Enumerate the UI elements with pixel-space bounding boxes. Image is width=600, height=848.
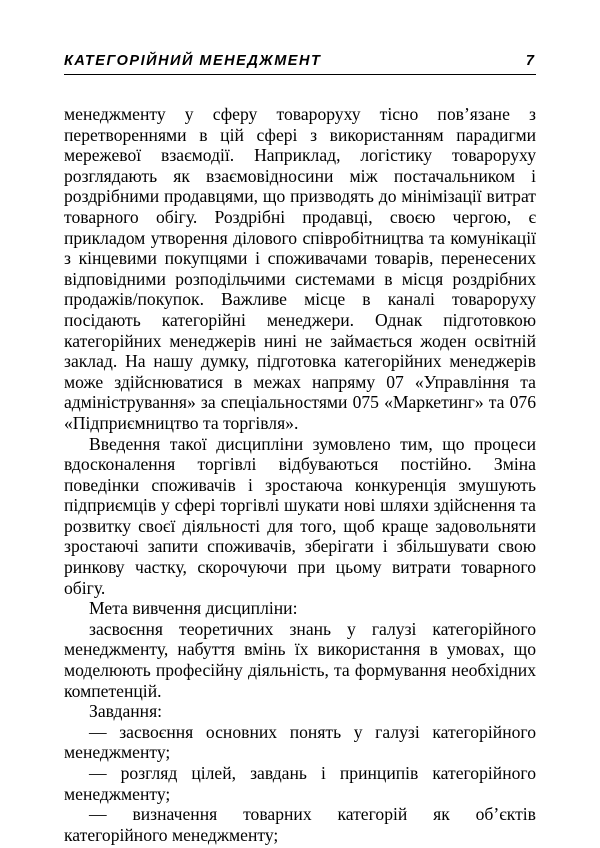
body-text [64,104,536,845]
running-header [64,52,536,75]
paragraph-tasks-heading: Завдання: [89,701,163,722]
header-title: КАТЕГОРІЙНИЙ МЕНЕДЖМЕНТ [64,53,322,69]
task-item: — засвоєння основних понять у галузі категорійного менеджменту; [64,721,536,763]
task-item: — розгляд цілей, завдань і принципів категорійного менеджменту; [64,763,536,804]
paragraph-introduction-rationale: Введення такої дисципліни зумовлено тим, що процеси вдосконалення торгівлі відбуваються постійно. Зміна поведінки споживачів і зростаюча конкуренція змушують підприємців у сфері торгівлі шукати нові шляхи здійснення та розвитку своєї діяльності для того, щоб краще задовольняти зростаючі запити споживачів, зберігати і збільшувати свою ринкову частку, скорочуючи при цьому витрати товарного обігу. [64,433,536,598]
task-item: — визначення товарних категорій як об’єктів категорійного менеджменту; [64,804,536,845]
page-number: 7 [525,53,534,69]
paragraph-goal-heading: Мета вивчення дисципліни: [89,598,298,619]
paragraph-continuation: менеджменту у сферу товароруху тісно пов’язане з перетвореннями в цій сфері з використанням парадигми мережевої взаємодії. Наприклад, логістику товароруху розглядають як взаємовідносини між постачальником і роздрібними продавцями, що призводять до мінімізації витрат товарного обігу. Роздрібні продавці, своєю чергою, є прикладом утворення ділового співробітництва та комунікації з кінцевими покупцями і споживачами товарів, перенесених відповідними розподільчими системами в місця роздрібних продажів/покупок. Важливе місце в каналі товароруху посідають категорійні менеджери. Однак підготовкою категорійних менеджерів нині не займається жоден освітній заклад. На нашу думку, підготовка категорійних менеджерів може здійснюватися в межах напряму 07 «Управління та адміністрування» за спеціальностями 075 «Маркетинг» та 076 «Підприємництво та торгівля». [64,104,536,433]
paragraph-goal-text: засвоєння теоретичних знань у галузі категорійного менеджменту, набуття вмінь їх використання в умовах, що моделюють професійну діяльність, та формування необхідних компетенцій. [64,618,536,701]
